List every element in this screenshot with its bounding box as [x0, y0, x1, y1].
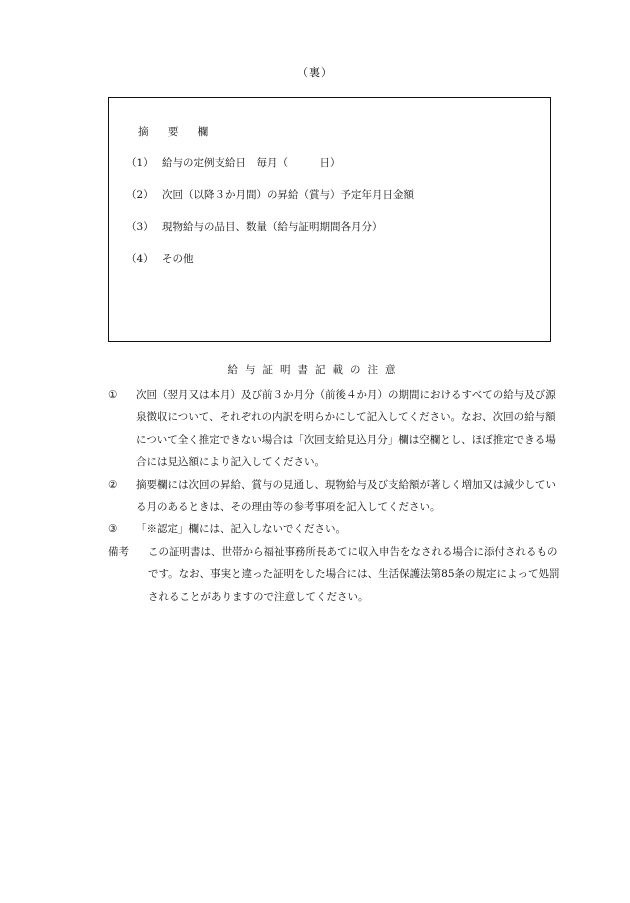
note-text: 摘要欄には次回の昇給、賞与の見通し、現物給与及び支給額が著しく増加又は減少している月のあるときは、その理由等の参考事項を記入してください。	[136, 478, 556, 514]
remark-text: この証明書は、世帯から福祉事務所長あてに収入申告をなされる場合に添付されるものです。なお、事実と違った証明をした場合には、生活保護法第85条の規定によって処罰されることがありますので注意してください。	[148, 545, 560, 603]
note-item	[108, 518, 564, 540]
summary-item-2	[126, 187, 414, 202]
note-text: 次回（翌月又は本月）及び前３か月分（前後４か月）の期間におけるすべての給与及び源泉徴収について、それぞれの内訳を明らかにして記入してください。なお、次回の給与額について全く推定できない場合は「次回支給見込月分」欄は空欄とし、ほぼ推定できる場合には見込額により記入してください。	[136, 389, 556, 469]
notes-title: 給与証明書記載の注意	[227, 364, 403, 376]
note-text: 「※認定」欄には、記入しないでください。	[136, 523, 346, 536]
summary-item-1	[126, 155, 341, 170]
note-item	[108, 384, 564, 474]
summary-item-text: 給与の定例支給日 毎月（ 日）	[162, 157, 341, 169]
summary-item-text: 現物給与の品目、数量（給与証明期間各月分）	[162, 221, 383, 233]
summary-box	[108, 97, 551, 342]
summary-item-3	[126, 219, 383, 234]
remark-marker: 備考	[108, 545, 129, 558]
summary-item-text: その他	[162, 253, 194, 265]
remark-item	[108, 541, 564, 608]
summary-item-number: （1）	[126, 157, 154, 169]
summary-item-text: 次回（以降３か月間）の昇給（賞与）予定年月日金額	[162, 189, 414, 201]
note-marker: ②	[108, 478, 118, 491]
summary-item-4	[126, 251, 194, 266]
notes-section	[108, 384, 564, 608]
page-heading: （裏）	[297, 66, 333, 79]
summary-item-number: （3）	[126, 221, 154, 233]
summary-title: 摘 要 欄	[138, 126, 217, 138]
summary-item-number: （2）	[126, 189, 154, 201]
note-item	[108, 474, 564, 519]
note-marker: ③	[108, 523, 118, 536]
note-marker: ①	[108, 389, 118, 401]
summary-item-number: （4）	[126, 253, 154, 265]
